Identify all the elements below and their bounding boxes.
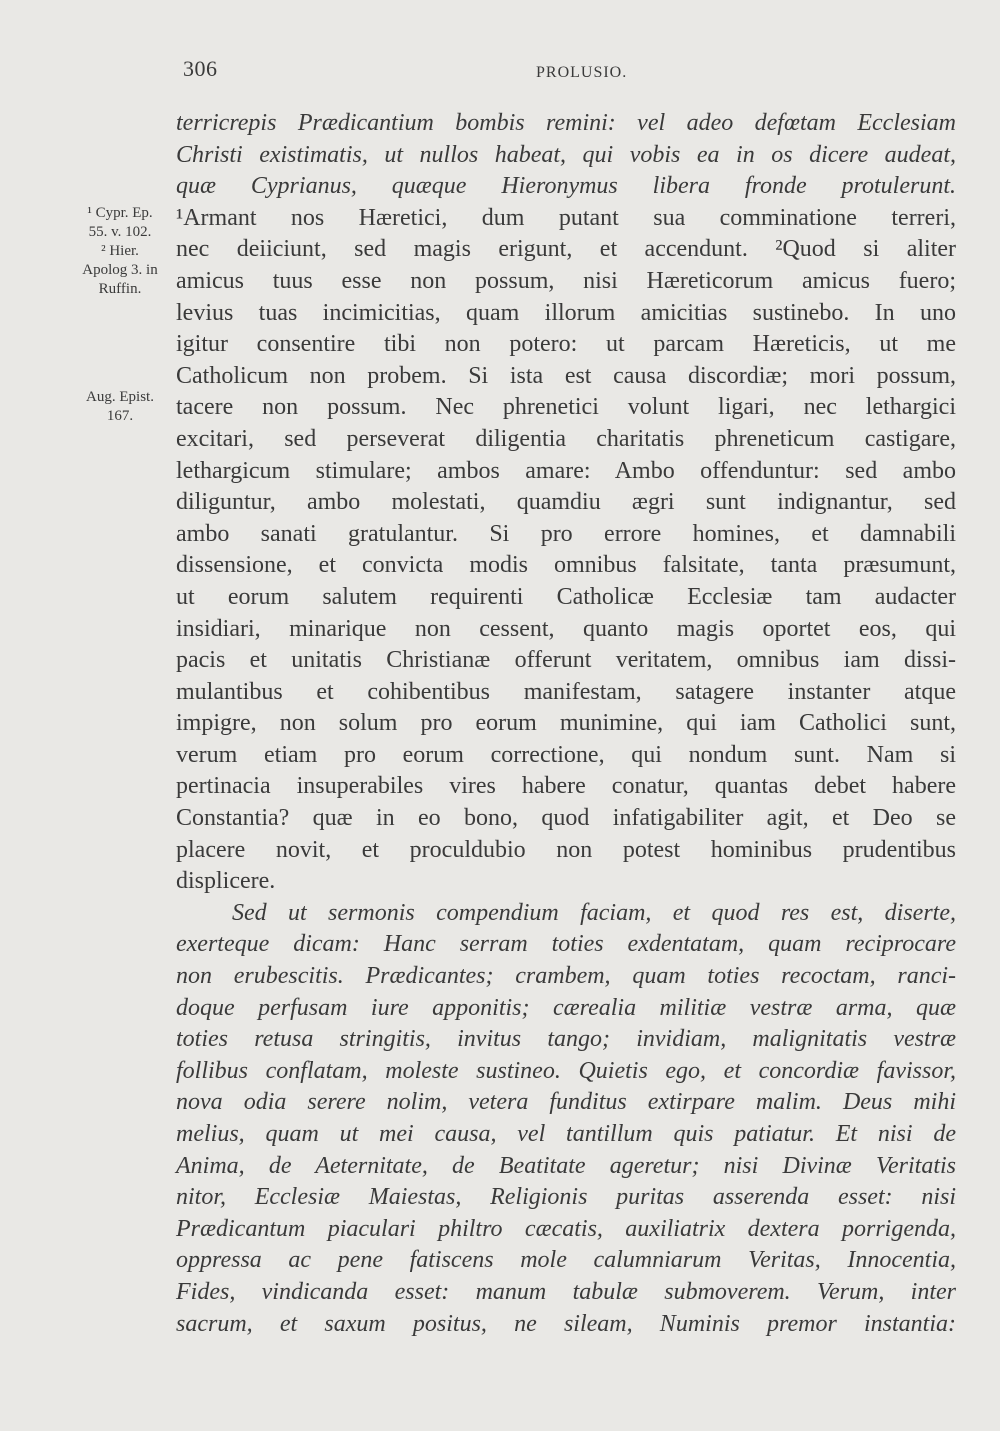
text-line: follibus conflatam, moleste sustineo. Quietis ego, et concordiæ favissor,	[176, 1057, 956, 1084]
text-line: pacis et unitatis Christianæ offerunt veritatem, omnibus iam dissi-	[176, 647, 956, 674]
text-line: Prædicantum piaculari philtro cæcatis, auxiliatrix dextera porrigenda,	[176, 1215, 956, 1242]
text-line: placere novit, et proculdubio non potest hominibus prudentibus	[176, 836, 956, 863]
margin-note	[60, 242, 180, 299]
text-line: lethargicum stimulare; ambos amare: Ambo offenduntur: sed ambo	[176, 457, 956, 484]
margin-note-line: ² Hier.	[101, 243, 139, 259]
text-line: dissensione, et convicta modis omnibus falsitate, tanta præsumunt,	[176, 552, 956, 579]
margin-note-line: Aug. Epist.	[86, 389, 154, 405]
text-line: amicus tuus esse non possum, nisi Hæreticorum amicus fuero;	[176, 267, 956, 294]
text-line: nec deiiciunt, sed magis erigunt, et accendunt. ²Quod si aliter	[176, 236, 956, 263]
text-line: non erubescitis. Prædicantes; crambem, quam toties recoctam, ranci-	[176, 963, 956, 990]
text-line: tacere non possum. Nec phrenetici volunt ligari, nec lethargici	[176, 394, 956, 421]
text-line: oppressa ac pene fatiscens mole calumniarum Veritas, Innocentia,	[176, 1247, 956, 1274]
text-line: Christi existimatis, ut nullos habeat, qui vobis ea in os dicere audeat,	[176, 141, 956, 168]
text-line: insidiari, minarique non cessent, quanto magis oportet eos, qui	[176, 615, 956, 642]
margin-note-line: 167.	[106, 408, 134, 424]
text-line: terricrepis Prædicantium bombis remini: vel adeo defœtam Ecclesiam	[176, 110, 956, 136]
text-line: nova odia serere nolim, vetera funditus extirpare malim. Deus mihi	[176, 1089, 956, 1116]
margin-note-line: Apolog 3. in	[82, 262, 158, 278]
text-line: displicere.	[176, 868, 276, 895]
text-line: Constantia? quæ in eo bono, quod infatigabiliter agit, et Deo se	[176, 805, 956, 832]
text-line: sacrum, et saxum positus, ne sileam, Numinis premor instantia:	[176, 1310, 956, 1337]
text-line: verum etiam pro eorum correctione, qui nondum sunt. Nam si	[176, 741, 956, 768]
text-line: Sed ut sermonis compendium faciam, et quod res est, diserte,	[232, 899, 956, 926]
text-line: quæ Cyprianus, quæque Hieronymus libera fronde protulerunt.	[176, 173, 956, 200]
body-text	[176, 108, 956, 1340]
text-line: ut eorum salutem requirenti Catholicæ Ecclesiæ tam audacter	[176, 583, 956, 610]
text-line: Fides, vindicanda esset: manum tabulæ submoverem. Verum, inter	[176, 1278, 956, 1305]
text-line: ¹Armant nos Hæretici, dum putant sua comminatione terreri,	[176, 204, 956, 231]
text-line: impigre, non solum pro eorum munimine, qui iam Catholici sunt,	[176, 710, 956, 737]
text-line: mulantibus et cohibentibus manifestam, satagere instanter atque	[176, 678, 956, 705]
margin-note-line: 55. v. 102.	[88, 224, 152, 240]
text-line: nitor, Ecclesiæ Maiestas, Religionis puritas asserenda esset: nisi	[176, 1184, 956, 1211]
text-line: levius tuas incimicitias, quam illorum amicitias sustinebo. In uno	[176, 299, 956, 326]
text-line: ambo sanati gratulantur. Si pro errore homines, et damnabili	[176, 520, 956, 547]
text-line: diliguntur, ambo molestati, quamdiu ægri sunt indignantur, sed	[176, 489, 956, 516]
text-line: excitari, sed perseverat diligentia charitatis phreneticum castigare,	[176, 425, 956, 452]
text-line: melius, quam ut mei causa, vel tantillum quis patiatur. Et nisi de	[176, 1121, 956, 1147]
margin-note	[60, 388, 180, 426]
text-line: Catholicum non probem. Si ista est causa discordiæ; mori possum,	[176, 362, 956, 389]
text-line: pertinacia insuperabiles vires habere conatur, quantas debet habere	[176, 773, 956, 800]
text-line: toties retusa stringitis, invitus tango; invidiam, malignitatis vestræ	[176, 1026, 956, 1053]
page-number: 306	[183, 56, 218, 81]
margin-note-line: ¹ Cypr. Ep.	[87, 205, 153, 221]
text-line: doque perfusam iure apponitis; cærealia militiæ vestræ arma, quæ	[176, 994, 956, 1021]
text-line: igitur consentire tibi non potero: ut parcam Hæreticis, ut me	[176, 331, 956, 358]
running-head: PROLUSIO.	[536, 64, 628, 81]
text-line: exerteque dicam: Hanc serram toties exdentatam, quam reciprocare	[176, 931, 956, 958]
margin-note	[60, 204, 180, 242]
margin-note-line: Ruffin.	[98, 281, 142, 297]
text-line: Anima, de Aeternitate, de Beatitate ageretur; nisi Divinæ Veritatis	[176, 1152, 956, 1179]
